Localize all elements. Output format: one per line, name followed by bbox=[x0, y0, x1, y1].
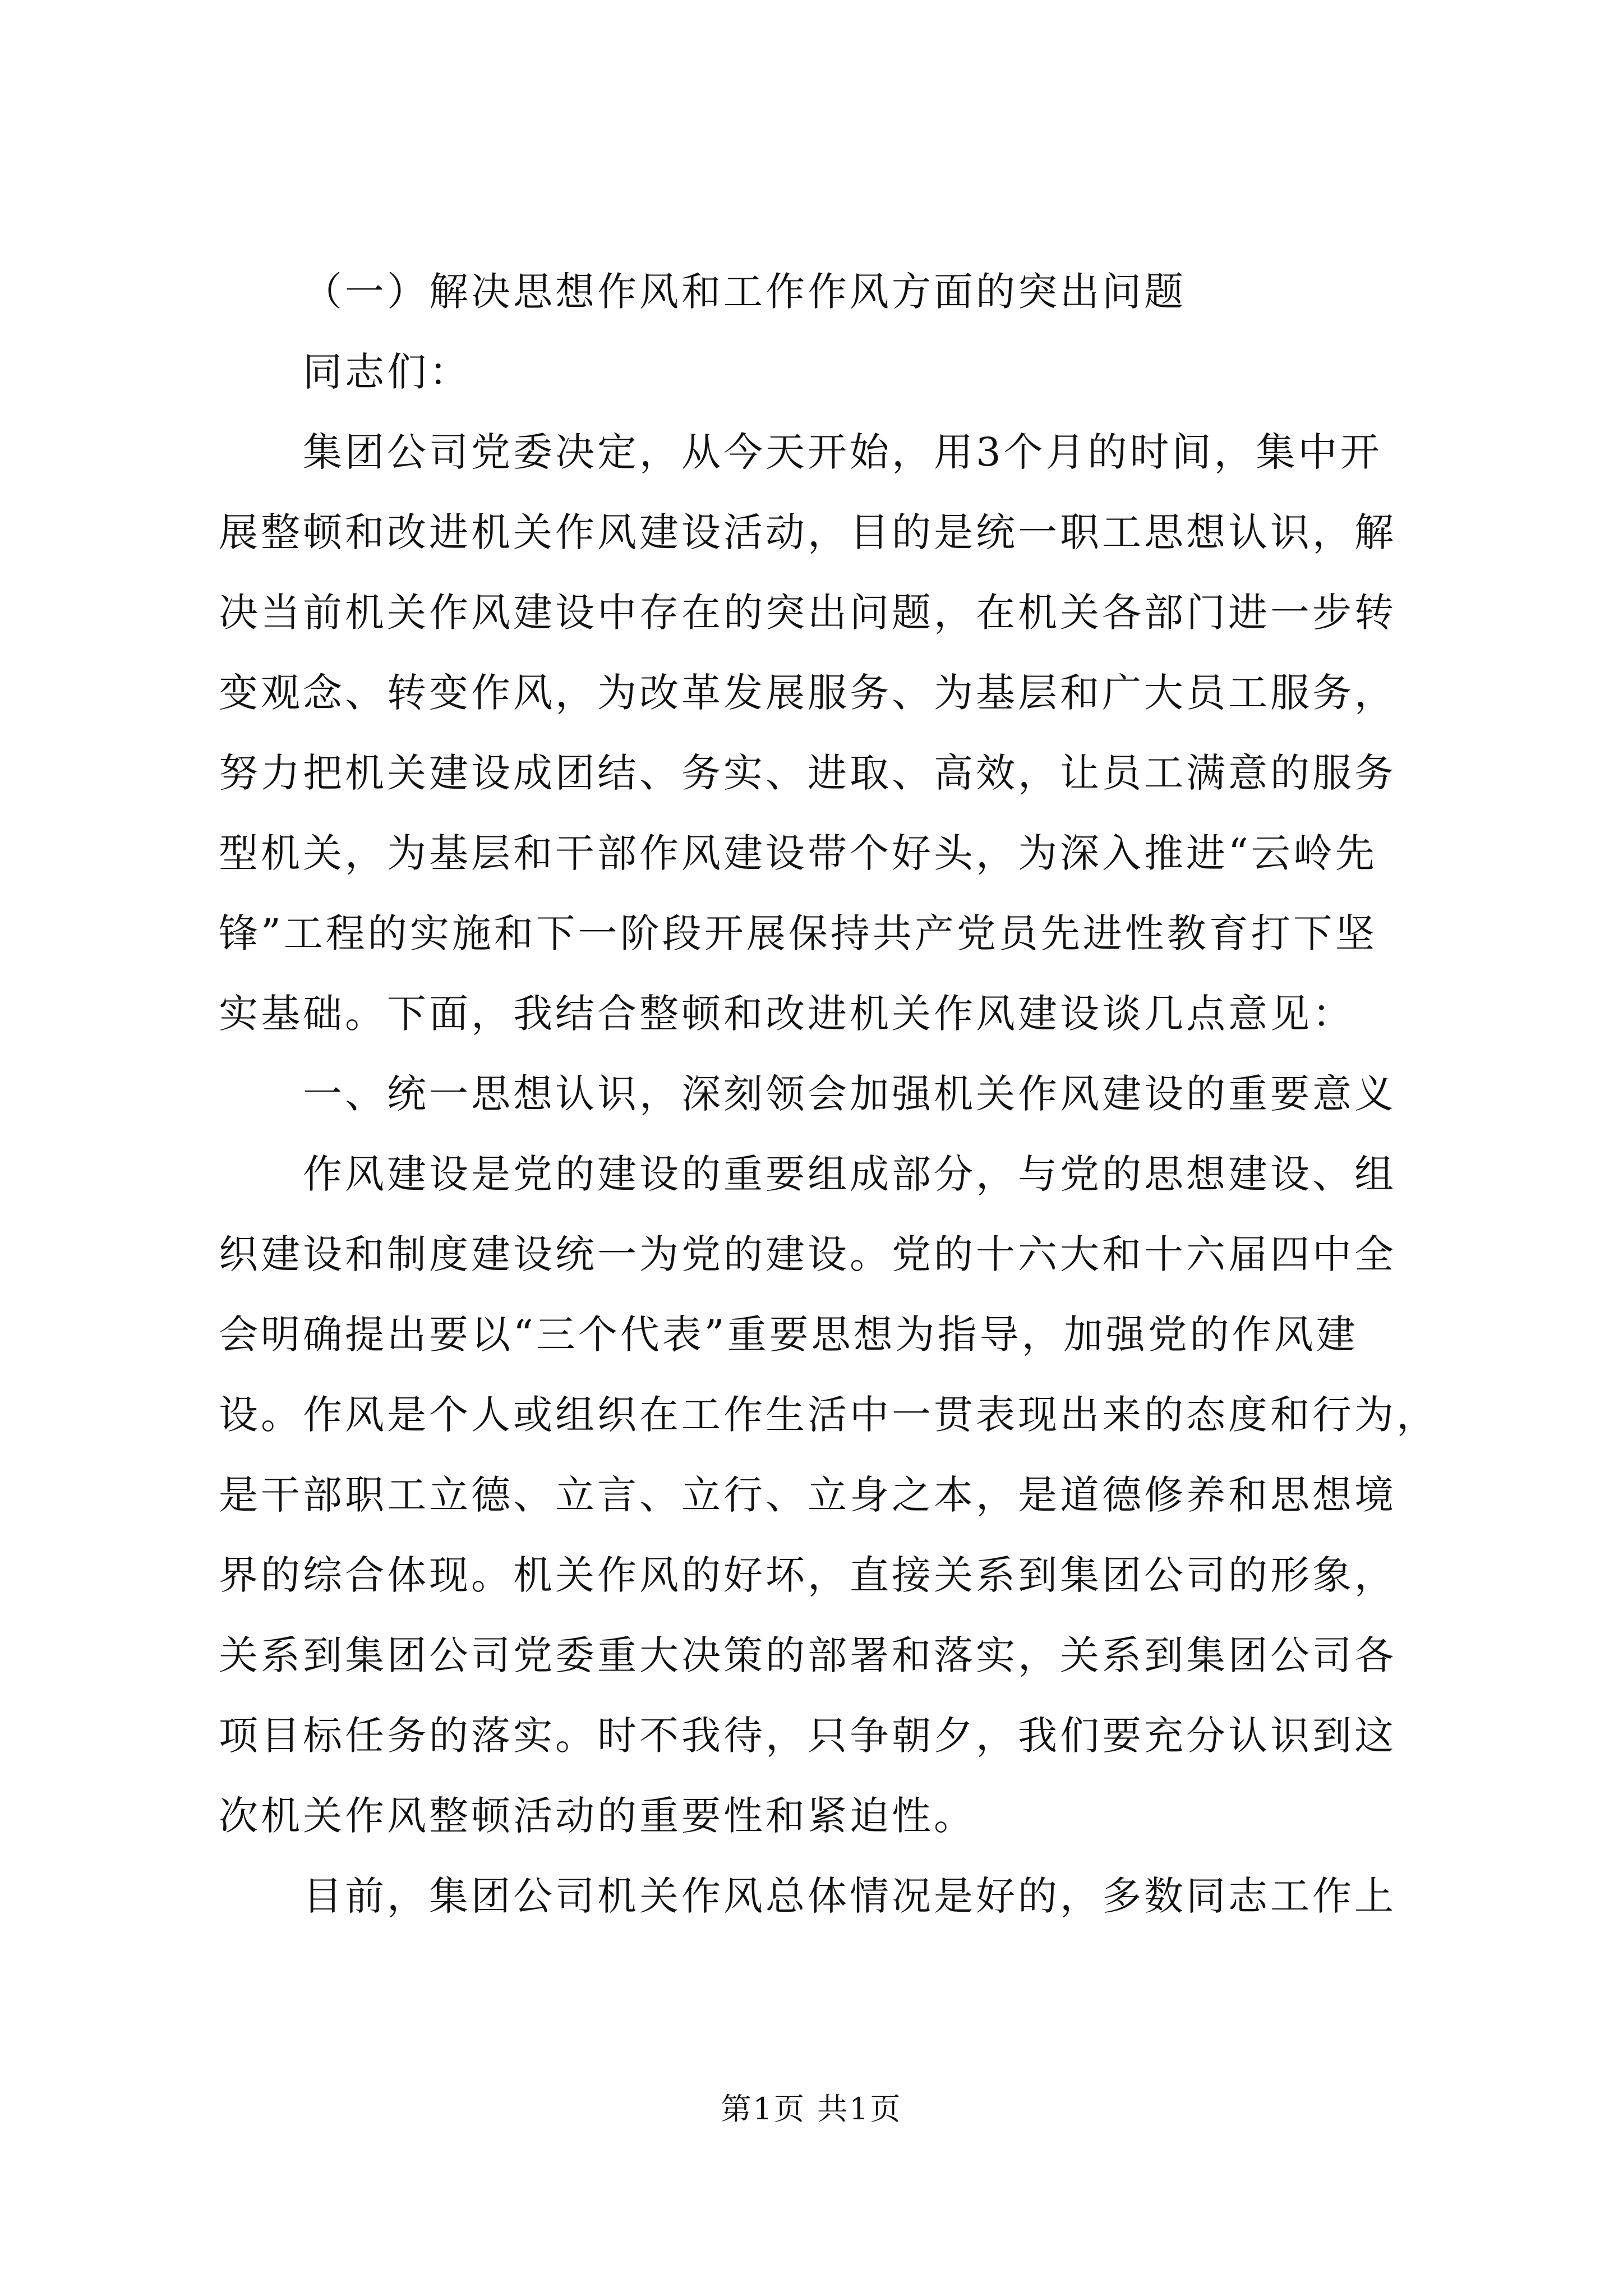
paragraph-line: 设。作风是个人或组织在工作生活中一贯表现出来的态度和行为， bbox=[219, 1392, 1438, 1438]
paragraph-line: 次机关作风整顿活动的重要性和紧迫性。 bbox=[219, 1793, 976, 1839]
paragraph-3 bbox=[219, 1868, 1424, 1924]
paragraph-line: 会明确提出要以“三个代表”重要思想为指导，加强党的作风建 bbox=[219, 1312, 1358, 1358]
paragraph-1 bbox=[219, 424, 1424, 1042]
paragraph-2 bbox=[219, 1146, 1438, 1844]
paragraph-line: 型机关，为基层和干部作风建设带个好头，为深入推进“云岭先 bbox=[219, 830, 1377, 876]
paragraph-line: 努力把机关建设成团结、务实、进取、高效，让员工满意的服务 bbox=[219, 750, 1396, 796]
section-heading: （一）解决思想作风和工作作风方面的突出问题 bbox=[303, 269, 1186, 315]
paragraph-line: 关系到集团公司党委重大决策的部署和落实，关系到集团公司各 bbox=[219, 1632, 1396, 1678]
paragraph-line: 决当前机关作风建设中存在的突出问题，在机关各部门进一步转 bbox=[219, 590, 1396, 636]
page-footer: 第1页 共1页 bbox=[721, 2091, 902, 2127]
paragraph-line: 锋”工程的实施和下一阶段开展保持共产党员先进性教育打下坚 bbox=[219, 910, 1377, 956]
salutation: 同志们： bbox=[303, 349, 471, 395]
paragraph-line: 实基础。下面，我结合整顿和改进机关作风建设谈几点意见： bbox=[219, 991, 1354, 1037]
document-body bbox=[219, 264, 1438, 1924]
paragraph-line: 集团公司党委决定，从今天开始，用3个月的时间，集中开 bbox=[303, 429, 1382, 475]
paragraph-line: 展整顿和改进机关作风建设活动，目的是统一职工思想认识，解 bbox=[219, 509, 1396, 555]
paragraph-line: 是干部职工立德、立言、立行、立身之本，是道德修养和思想境 bbox=[219, 1472, 1396, 1518]
paragraph-line: 目前，集团公司机关作风总体情况是好的，多数同志工作上 bbox=[303, 1873, 1396, 1919]
paragraph-line: 织建设和制度建设统一为党的建设。党的十六大和十六届四中全 bbox=[219, 1231, 1396, 1277]
paragraph-line: 作风建设是党的建设的重要组成部分，与党的思想建设、组 bbox=[303, 1151, 1396, 1197]
paragraph-line: 界的综合体现。机关作风的好坏，直接关系到集团公司的形象， bbox=[219, 1552, 1396, 1598]
paragraph-line: 变观念、转变作风，为改革发展服务、为基层和广大员工服务， bbox=[219, 670, 1396, 716]
paragraph-line: 项目标任务的落实。时不我待，只争朝夕，我们要充分认识到这 bbox=[219, 1713, 1396, 1759]
section-1-heading: 一、统一思想认识，深刻领会加强机关作风建设的重要意义 bbox=[303, 1071, 1396, 1117]
